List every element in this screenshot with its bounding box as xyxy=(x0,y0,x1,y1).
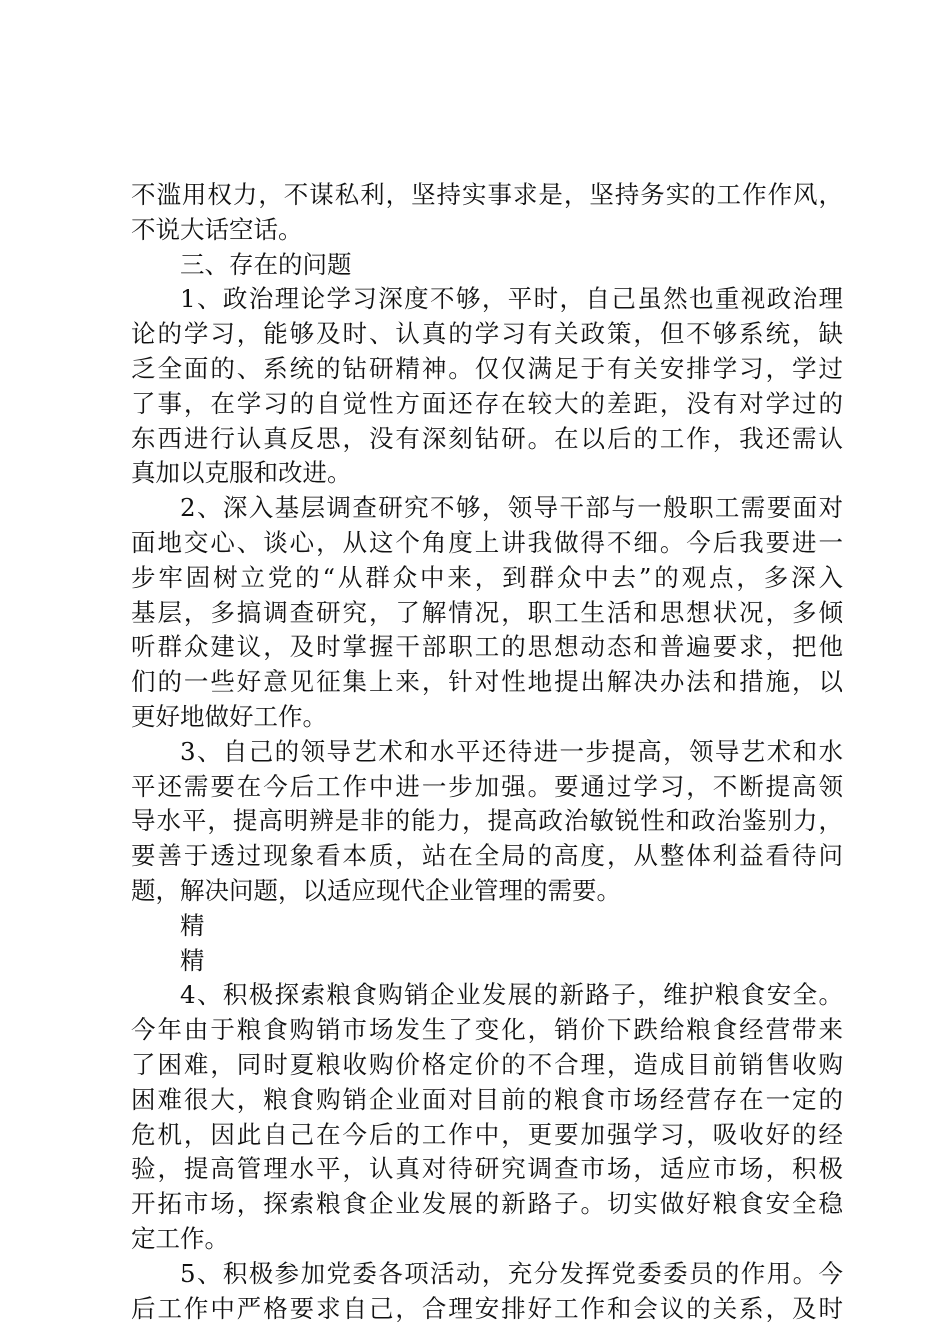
text-line: 平还需要在今后工作中进一步加强。要通过学习，不断提高领 xyxy=(131,771,843,801)
text-line: 5、积极参加党委各项活动，充分发挥党委委员的作用。今 xyxy=(180,1258,843,1288)
text-line: 不说大话空话。 xyxy=(131,214,303,244)
text-line: 题，解决问题，以适应现代企业管理的需要。 xyxy=(131,875,621,905)
text-line: 听群众建议，及时掌握干部职工的思想动态和普遍要求，把他 xyxy=(131,632,843,662)
text-line: 了困难，同时夏粮收购价格定价的不合理，造成目前销售收购 xyxy=(131,1049,843,1079)
text-line: 论的学习，能够及时、认真的学习有关政策，但不够系统，缺 xyxy=(131,319,843,349)
text-line: 乏全面的、系统的钻研精神。仅仅满足于有关安排学习，学过 xyxy=(131,353,843,383)
text-line: 3、自己的领导艺术和水平还待进一步提高，领导艺术和水 xyxy=(180,736,843,766)
text-line: 后工作中严格要求自己，合理安排好工作和会议的关系，及时 xyxy=(131,1293,843,1323)
text-line: 困难很大，粮食购销企业面对目前的粮食市场经营存在一定的 xyxy=(131,1084,843,1114)
text-line: 面地交心、谈心，从这个角度上讲我做得不细。今后我要进一 xyxy=(131,527,843,557)
text-line: 精 xyxy=(180,910,205,940)
text-line: 定工作。 xyxy=(131,1223,229,1253)
text-line: 验，提高管理水平，认真对待研究调查市场，适应市场，积极 xyxy=(131,1154,843,1184)
text-line: 4、积极探索粮食购销企业发展的新路子，维护粮食安全。 xyxy=(180,980,843,1010)
text-line: 步牢固树立党的“从群众中来，到群众中去”的观点，多深入 xyxy=(131,562,843,592)
text-line: 真加以克服和改进。 xyxy=(131,458,352,488)
text-line: 危机，因此自己在今后的工作中，更要加强学习，吸收好的经 xyxy=(131,1119,843,1149)
text-line: 东西进行认真反思，没有深刻钻研。在以后的工作，我还需认 xyxy=(131,423,843,453)
text-line: 更好地做好工作。 xyxy=(131,701,327,731)
text-line: 不滥用权力，不谋私利，坚持实事求是，坚持务实的工作作风， xyxy=(131,180,843,209)
text-line: 要善于透过现象看本质，站在全局的高度，从整体利益看待问 xyxy=(131,841,843,871)
text-line: 们的一些好意见征集上来，针对性地提出解决办法和措施，以 xyxy=(131,667,843,697)
text-line: 了事，在学习的自觉性方面还存在较大的差距，没有对学过的 xyxy=(131,388,843,418)
text-line: 今年由于粮食购销市场发生了变化，销价下跌给粮食经营带来 xyxy=(131,1015,843,1045)
text-line: 三、存在的问题 xyxy=(180,249,352,279)
text-line: 导水平，提高明辨是非的能力，提高政治敏锐性和政治鉴别力， xyxy=(131,806,843,836)
text-line: 开拓市场，探索粮食企业发展的新路子。切实做好粮食安全稳 xyxy=(131,1189,843,1219)
text-line: 基层，多搞调查研究，了解情况，职工生活和思想状况，多倾 xyxy=(131,597,843,627)
text-line: 2、深入基层调查研究不够，领导干部与一般职工需要面对 xyxy=(180,493,843,523)
text-line: 1、政治理论学习深度不够，平时，自己虽然也重视政治理 xyxy=(180,284,843,314)
text-line: 精 xyxy=(180,945,205,975)
document-body xyxy=(131,178,843,1326)
